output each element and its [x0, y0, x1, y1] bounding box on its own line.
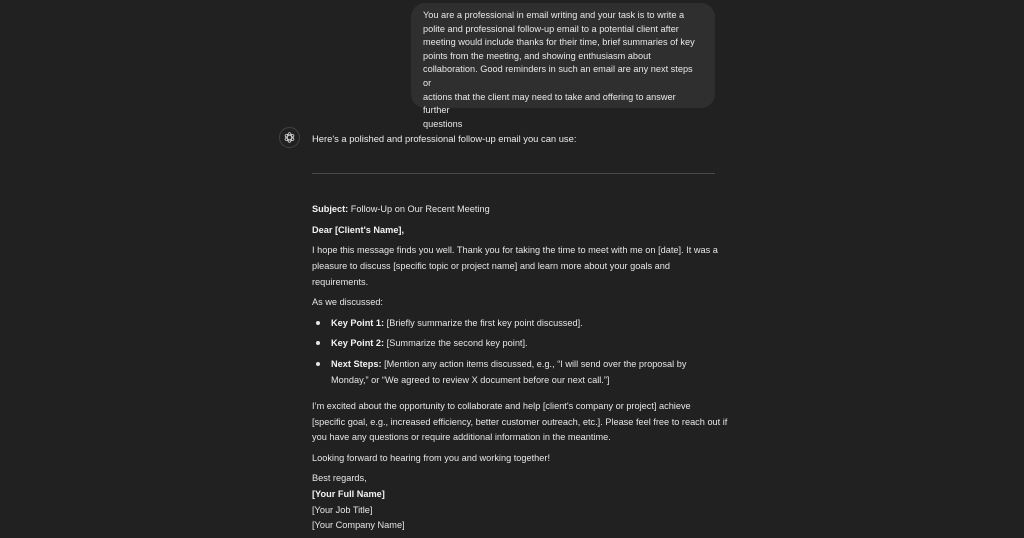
- bullet-text: [Mention any action items discussed, e.g., “I will send over the proposal by: [381, 359, 687, 369]
- assistant-intro: Here's a polished and professional follow-up email you can use:: [312, 133, 577, 144]
- subject-label: Subject:: [312, 204, 349, 214]
- email-discussed: As we discussed:: [312, 297, 383, 307]
- email-paragraph-1-line-3: requirements.: [312, 277, 369, 287]
- bullet-text: [Summarize the second key point].: [384, 338, 528, 348]
- email-closing: Looking forward to hearing from you and working together!: [312, 453, 550, 463]
- bullet-dot: [316, 321, 320, 325]
- list-item: [331, 358, 686, 371]
- email-signoff: Best regards,: [312, 473, 367, 483]
- bullet-dot: [316, 362, 320, 366]
- subject-value: Follow-Up on Our Recent Meeting: [348, 204, 490, 214]
- openai-logo-icon: [279, 127, 300, 148]
- user-message-bubble: You are a professional in email writing and your task is to write a polite and professional follow-up email to a potential client after meeting would include thanks for their time, brief summaries of key points from the meeting, and showing enthusiasm about collaboration. Good reminders in such an email are any next steps or actions that the client may need to take and offering to answer further questions: [411, 3, 715, 108]
- bullet-dot: [316, 341, 320, 345]
- email-paragraph-2-line-2: [specific goal, e.g., increased efficiency, better customer outreach, etc.]. Please feel free to reach out if: [312, 417, 728, 427]
- email-paragraph-2-line-3: you have any questions or require additional information in the meantime.: [312, 432, 611, 442]
- bullet-label: Key Point 2:: [331, 338, 385, 348]
- email-subject: [312, 203, 490, 216]
- bullet-text: [Briefly summarize the first key point discussed].: [384, 318, 583, 328]
- email-paragraph-1-line-1: I hope this message finds you well. Thank you for taking the time to meet with me on [date]. It was a: [312, 245, 718, 255]
- signature-company: [Your Company Name]: [312, 520, 405, 530]
- email-greeting: Dear [Client's Name],: [312, 225, 405, 235]
- signature-name: [Your Full Name]: [312, 489, 385, 499]
- list-item: [331, 337, 528, 350]
- bullet-label: Next Steps:: [331, 359, 382, 369]
- signature-title: [Your Job Title]: [312, 505, 373, 515]
- email-paragraph-1-line-2: pleasure to discuss [specific topic or project name] and learn more about your goals and: [312, 261, 670, 271]
- email-paragraph-2-line-1: I’m excited about the opportunity to collaborate and help [client's company or project] achieve: [312, 401, 691, 411]
- list-item-continuation: Monday,” or “We agreed to review X document before our next call.”]: [331, 375, 610, 385]
- bullet-label: Key Point 1:: [331, 318, 385, 328]
- list-item: [331, 317, 583, 330]
- divider: [312, 173, 715, 174]
